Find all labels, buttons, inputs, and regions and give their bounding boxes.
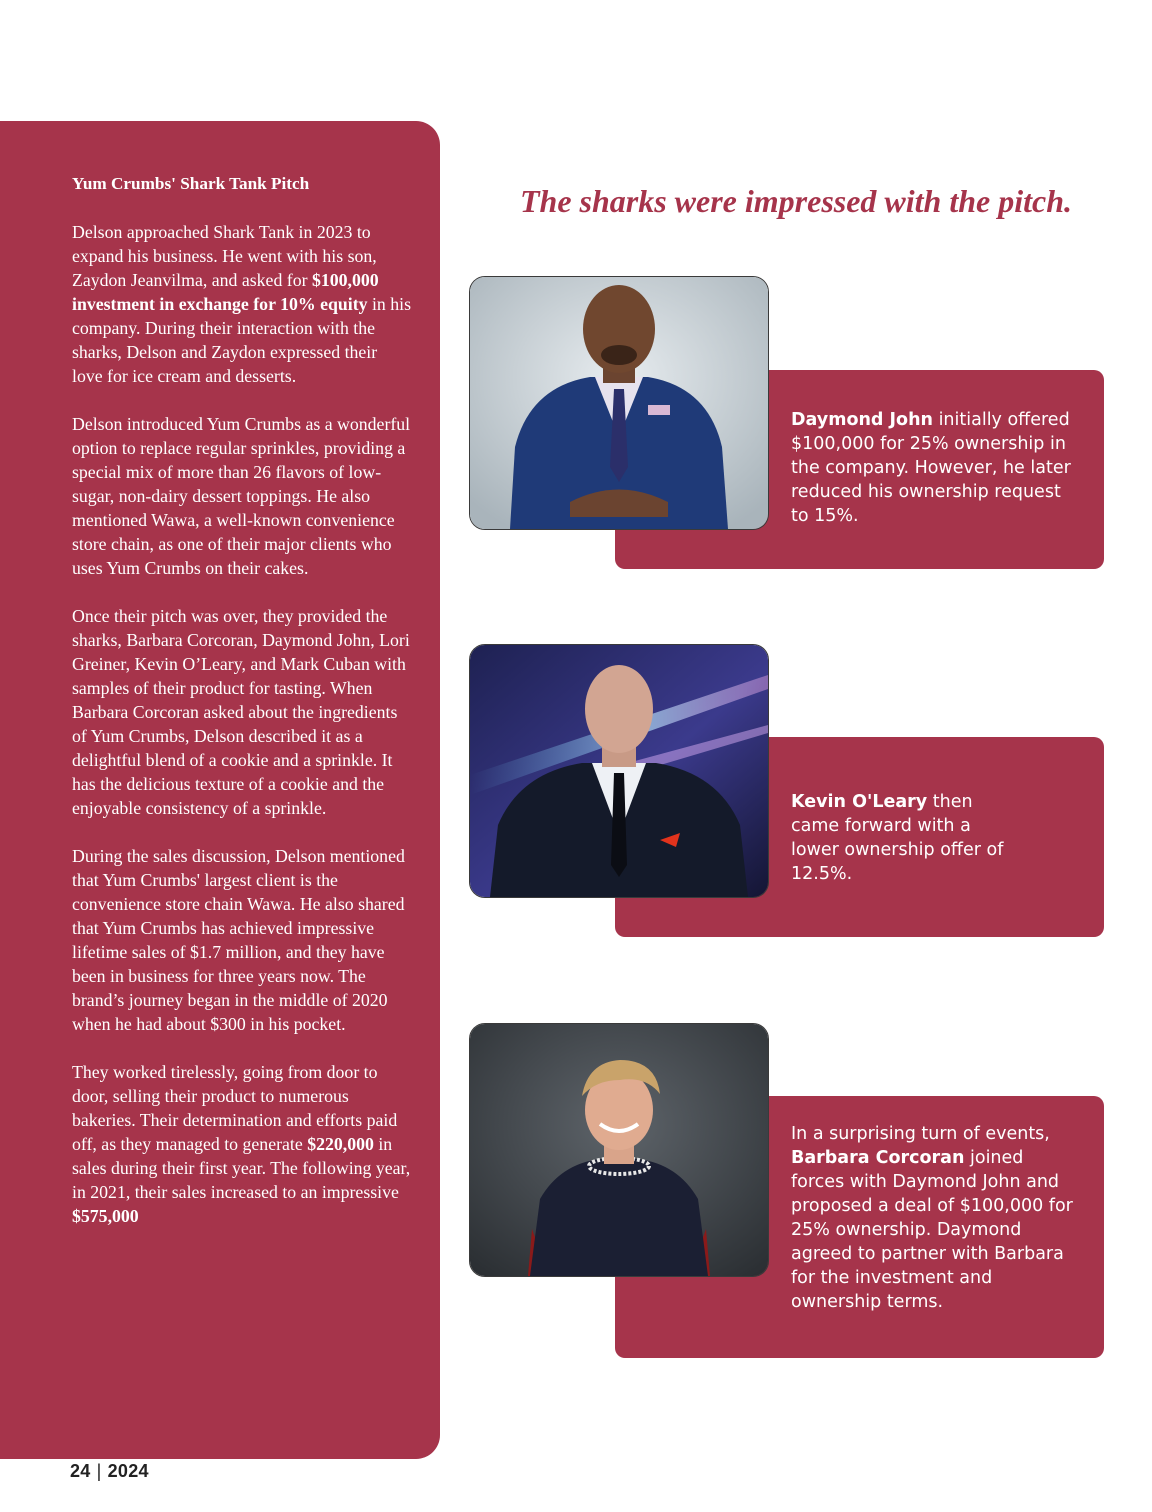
left-column-text bbox=[72, 172, 412, 1252]
photo-daymond-john bbox=[469, 276, 769, 530]
photo-barbara-corcoran bbox=[469, 1023, 769, 1277]
page-footer bbox=[70, 1461, 149, 1482]
offer-card-text: Daymond John initially offered $100,000 for 25% ownership in the company. However, he later reduced his ownership request to 15%. bbox=[791, 410, 1071, 526]
paragraph-3: Once their pitch was over, they provided the sharks, Barbara Corcoran, Daymond John, Lori Greiner, Kevin O’Leary, and Mark Cuban with samples of their product for tasting. When Barbara Corcoran asked about the ingredients of Yum Crumbs, Delson described it as a delightful blend of a cookie and a sprinkle. It has the delicious texture of a cookie and the enjoyable consistency of a sprinkle. bbox=[72, 606, 410, 818]
issue-year: 2024 bbox=[107, 1461, 149, 1481]
page-number: 24 bbox=[70, 1461, 91, 1481]
article-heading: Yum Crumbs' Shark Tank Pitch bbox=[72, 174, 310, 193]
paragraph-5: They worked tirelessly, going from door to door, selling their product to numerous bakeries. Their determination and efforts paid off, as they managed to generate $220,000 in sales during their first year. The following year, in 2021, their sales increased to an impressive $575,000 bbox=[72, 1062, 411, 1226]
footer-separator: | bbox=[96, 1461, 102, 1481]
photo-kevin-oleary bbox=[469, 644, 769, 898]
paragraph-1: Delson approached Shark Tank in 2023 to expand his business. He went with his son, Zaydon Jeanvilma, and asked for $100,000 investment in exchange for 10% equity in his company. During their interaction with the sharks, Delson and Zaydon expressed their love for ice cream and desserts. bbox=[72, 222, 412, 386]
offer-card-text: Kevin O'Leary then came forward with a lower ownership offer of 12.5%. bbox=[791, 792, 1004, 884]
pull-quote-headline: The sharks were impressed with the pitch. bbox=[519, 183, 1073, 219]
paragraph-2: Delson introduced Yum Crumbs as a wonderful option to replace regular sprinkles, providing a special mix of more than 26 flavors of low-sugar, non-dairy dessert toppings. He also mentioned Wawa, a well-known convenience store chain, as one of their major clients who uses Yum Crumbs on their cakes. bbox=[72, 414, 411, 578]
offer-card-text: In a surprising turn of events, Barbara Corcoran joined forces with Daymond John and proposed a deal of $100,000 for 25% ownership. Daymond agreed to partner with Barbara for the investment and ownership terms. bbox=[791, 1124, 1073, 1312]
paragraph-4: During the sales discussion, Delson mentioned that Yum Crumbs' largest client is the convenience store chain Wawa. He also shared that Yum Crumbs has achieved impressive lifetime sales of $1.7 million, and they have been in business for three years now. The brand’s journey began in the middle of 2020 when he had about $300 in his pocket. bbox=[72, 846, 405, 1034]
